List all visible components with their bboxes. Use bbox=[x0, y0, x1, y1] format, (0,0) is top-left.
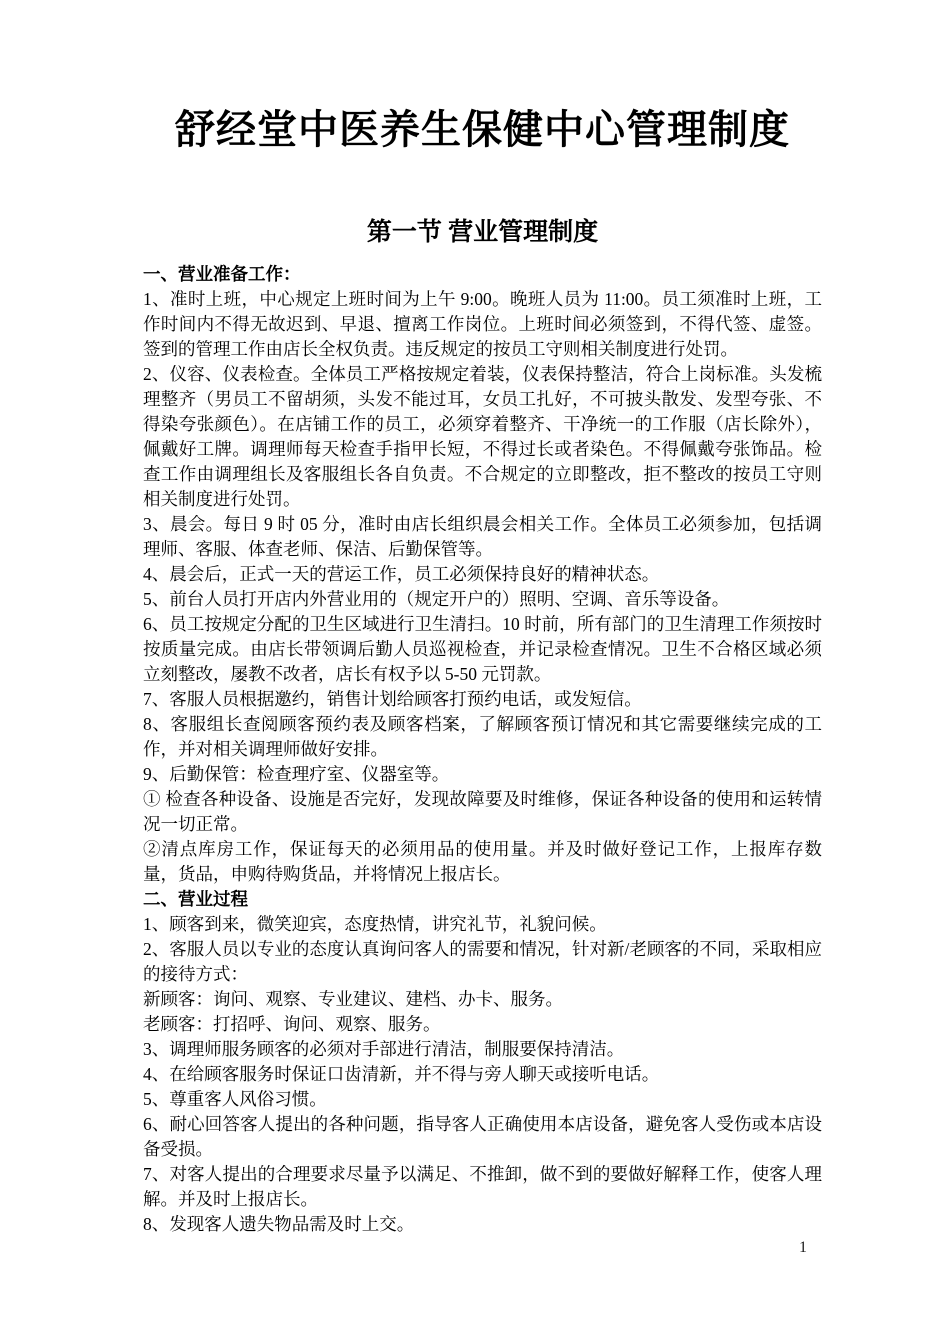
document-body bbox=[143, 262, 822, 1237]
paragraph: 6、耐心回答客人提出的各种问题，指导客人正确使用本店设备，避免客人受伤或本店设备受损。 bbox=[143, 1114, 822, 1159]
paragraph: 1、准时上班，中心规定上班时间为上午 9:00。晚班人员为 11:00。员工须准时上班，工作时间内不得无故迟到、早退、擅离工作岗位。上班时间必须签到，不得代签、虚签。签到的管理工作由店长全权负责。违反规定的按员工守则相关制度进行处罚。 bbox=[143, 289, 822, 359]
paragraph: 4、晨会后，正式一天的营运工作，员工必须保持良好的精神状态。 bbox=[143, 564, 660, 584]
paragraph: 9、后勤保管：检查理疗室、仪器室等。 bbox=[143, 764, 450, 784]
paragraph: 7、客服人员根据邀约，销售计划给顾客打预约电话，或发短信。 bbox=[143, 689, 642, 709]
paragraph: 4、在给顾客服务时保证口齿清新，并不得与旁人聊天或接听电话。 bbox=[143, 1064, 660, 1084]
paragraph: 8、客服组长查阅顾客预约表及顾客档案，了解顾客预订情况和其它需要继续完成的工作，并对相关调理师做好安排。 bbox=[143, 714, 822, 759]
subsection-1-heading: 一、营业准备工作： bbox=[143, 264, 301, 284]
document-title: 舒经堂中医养生保健中心管理制度 bbox=[175, 107, 790, 152]
paragraph: 老顾客：打招呼、询问、观察、服务。 bbox=[143, 1014, 441, 1034]
paragraph: 2、仪容、仪表检查。全体员工严格按规定着装，仪表保持整洁，符合上岗标准。头发梳理整齐（男员工不留胡须，头发不能过耳，女员工扎好，不可披头散发、发型夸张、不得染夸张颜色）。在店铺工作的员工，必须穿着整齐、干净统一的工作服（店长除外），佩戴好工牌。调理师每天检查手指甲长短，不得过长或者染色。不得佩戴夸张饰品。检查工作由调理组长及客服组长各自负责。不合规定的立即整改，拒不整改的按员工守则相关制度进行处罚。 bbox=[143, 364, 822, 509]
paragraph: 7、对客人提出的合理要求尽量予以满足、不推卸，做不到的要做好解释工作，使客人理解。并及时上报店长。 bbox=[143, 1164, 822, 1209]
paragraph: ②清点库房工作，保证每天的必须用品的使用量。并及时做好登记工作，上报库存数量，货品，申购待购货品，并将情况上报店长。 bbox=[143, 839, 822, 884]
paragraph: 1、顾客到来，微笑迎宾，态度热情，讲究礼节，礼貌问候。 bbox=[143, 914, 607, 934]
paragraph: 2、客服人员以专业的态度认真询问客人的需要和情况，针对新/老顾客的不同，采取相应的接待方式： bbox=[143, 939, 822, 984]
subsection-2-heading: 二、营业过程 bbox=[143, 889, 248, 909]
page-number: 1 bbox=[799, 1239, 807, 1256]
document-content bbox=[143, 0, 822, 1237]
paragraph: 8、发现客人遗失物品需及时上交。 bbox=[143, 1214, 415, 1234]
paragraph: 5、尊重客人风俗习惯。 bbox=[143, 1089, 327, 1109]
paragraph: ① 检查各种设备、设施是否完好，发现故障要及时维修，保证各种设备的使用和运转情况一切正常。 bbox=[143, 789, 822, 834]
paragraph: 新顾客：询问、观察、专业建议、建档、办卡、服务。 bbox=[143, 989, 563, 1009]
paragraph: 5、前台人员打开店内外营业用的（规定开户的）照明、空调、音乐等设备。 bbox=[143, 589, 730, 609]
section-heading: 第一节 营业管理制度 bbox=[366, 219, 599, 246]
paragraph: 3、晨会。每日 9 时 05 分，准时由店长组织晨会相关工作。全体员工必须参加，包括调理师、客服、体查老师、保洁、后勤保管等。 bbox=[143, 514, 822, 559]
paragraph: 6、员工按规定分配的卫生区域进行卫生清扫。10 时前，所有部门的卫生清理工作须按时按质量完成。由店长带领调后勤人员巡视检查，并记录检查情况。卫生不合格区域必须立刻整改，屡教不改者，店长有权予以 5-50 元罚款。 bbox=[143, 614, 822, 684]
paragraph: 3、调理师服务顾客的必须对手部进行清洁，制服要保持清洁。 bbox=[143, 1039, 625, 1059]
